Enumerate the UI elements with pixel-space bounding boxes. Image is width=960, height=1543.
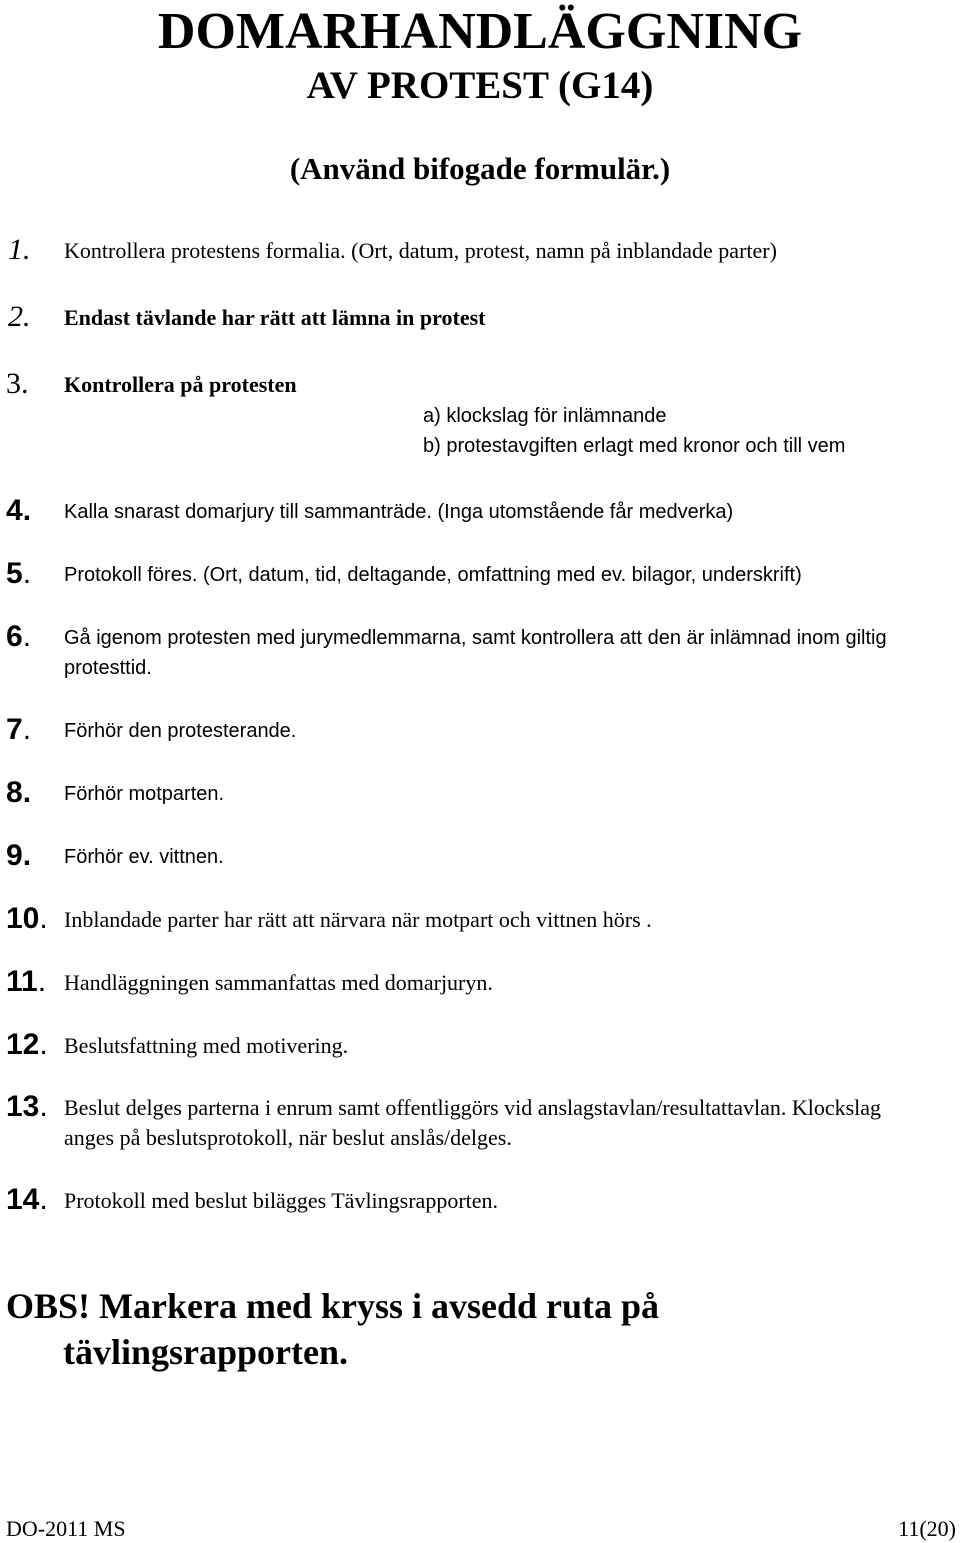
- item-number: 14.: [6, 1183, 48, 1216]
- item-text: Handläggningen sammanfattas med domarjuryn.: [64, 970, 493, 995]
- item-number: 10.: [6, 902, 48, 935]
- item-text: Kalla snarast domarjury till sammanträde. (Inga utomstående får medverka): [64, 501, 734, 523]
- item-number: 6.: [6, 620, 32, 653]
- document-subtitle: AV PROTEST (G14): [306, 64, 654, 107]
- obs-notice: [6, 1283, 906, 1375]
- item-text: Förhör motparten.: [64, 783, 225, 805]
- item-text: Gå igenom protesten med jurymedlemmarna, samt kontrollera att den är inlämnad inom giltig protesttid.: [64, 627, 887, 679]
- item-number: 8.: [6, 776, 32, 809]
- item-number: 9.: [6, 839, 32, 872]
- item-number: 11.: [6, 965, 47, 998]
- item-number: 3.: [6, 367, 29, 400]
- obs-line-1: OBS! Markera med kryss i avsedd ruta på: [6, 1286, 660, 1326]
- footer-page-number: 11(20): [898, 1516, 956, 1541]
- item-number: 7.: [6, 713, 32, 746]
- item-text: Förhör ev. vittnen.: [64, 846, 224, 868]
- item-number: 13.: [6, 1090, 48, 1123]
- item-text: Protokoll med beslut bilägges Tävlingsrapporten.: [64, 1188, 499, 1213]
- obs-line-2: tävlingsrapporten.: [63, 1332, 349, 1372]
- item-text: Förhör den protesterande.: [64, 720, 297, 742]
- item-number: 5.: [6, 557, 32, 590]
- item-text: Protokoll föres. (Ort, datum, tid, deltagande, omfattning med ev. bilagor, underskrift): [64, 564, 802, 586]
- item-text: Kontrollera på protesten: [64, 372, 297, 397]
- item-number: 4.: [6, 494, 32, 527]
- item-number: 1.: [8, 233, 31, 266]
- footer-document-code: DO-2011 MS: [6, 1516, 126, 1541]
- item-text: Kontrollera protestens formalia. (Ort, datum, protest, namn på inblandade parter): [64, 238, 777, 263]
- item-number: 12.: [6, 1028, 48, 1061]
- sub-item-b: b) protestavgiften erlagt med kronor och till vem: [423, 435, 846, 457]
- item-number: 2.: [8, 300, 31, 333]
- item-text: Endast tävlande har rätt att lämna in protest: [64, 305, 486, 330]
- document-title: DOMARHANDLÄGGNING: [157, 3, 803, 60]
- sub-item-a: a) klockslag för inlämnande: [423, 405, 667, 427]
- item-text: Beslut delges parterna i enrum samt offentliggörs vid anslagstavlan/resultattavlan. Klockslag anges på beslutsprotokoll, när beslut anslås/delges.: [64, 1095, 882, 1150]
- item-text: Beslutsfattning med motivering.: [64, 1033, 349, 1058]
- forms-note: (Använd bifogade formulär.): [289, 151, 671, 186]
- item-text: Inblandade parter har rätt att närvara när motpart och vittnen hörs .: [64, 907, 652, 932]
